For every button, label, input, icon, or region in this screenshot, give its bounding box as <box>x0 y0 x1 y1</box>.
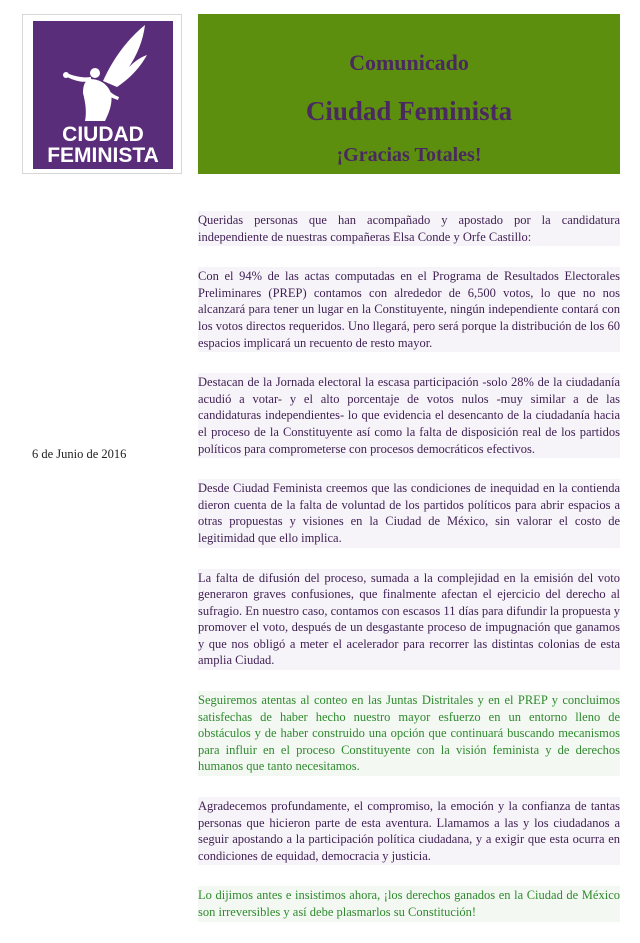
logo-panel <box>33 21 173 169</box>
paragraph-results: Con el 94% de las actas computadas en el Programa de Resultados Electorales Preliminares (PREP) contamos con alrededor de 6,500 votos, lo que no nos alcanzará para tener un lugar en la Constituyente, ningún independiente contará con los votos directos requeridos. Uno llegará, pero será porque la distribución de los 60 espacios implicará un recuento de resto mayor. <box>198 267 620 352</box>
winged-victory-statue-icon <box>33 21 173 123</box>
document-date: 6 de Junio de 2016 <box>32 447 127 461</box>
header-subtitle-thanks: ¡Gracias Totales! <box>336 144 482 166</box>
logo <box>22 14 182 174</box>
logo-word-feminista: FEMINISTA <box>47 144 159 167</box>
header-banner <box>198 14 620 174</box>
paragraph-participation: Destacan de la Jornada electoral la escasa participación -solo 28% de la ciudadanía acudió a votar- y el alto porcentaje de votos nulos -muy similar a de las candidaturas independientes- lo que evidencia el desencanto de la ciudadanía hacia el proceso de la Constituyente así como la falta de disposición real de los partidos políticos para comprometerse con procesos democráticos efectivos. <box>198 373 620 458</box>
document-body <box>198 211 620 943</box>
paragraph-inequity: Desde Ciudad Feminista creemos que las condiciones de inequidad en la contienda dieron cuenta de la falta de voluntad de los partidos políticos para abrir espacios a otras propuestas y visiones en la Ciudad de México, sin valorar el costo de legitimidad que ello implica. <box>198 479 620 547</box>
paragraph-gratitude: Agradecemos profundamente, el compromiso, la emoción y la confianza de tantas personas que hicieron parte de esta aventura. Llamamos a las y los ciudadanos a seguir apostando a la participación política ciudadana, y a exigir que esta ocurra en condiciones de equidad, democracia y justicia. <box>198 797 620 865</box>
paragraph-follow-up: Seguiremos atentas al conteo en las Juntas Distritales y en el PREP y concluimos satisfechas de haber hecho nuestro mayor esfuerzo en un entorno lleno de obstáculos y de haber construido una opción que continuará buscando mecanismos para influir en el proceso Constituyente con la visión feminista y de derechos humanos que tanto necesitamos. <box>198 691 620 776</box>
header-title-organization: Ciudad Feminista <box>305 96 513 126</box>
paragraph-greeting: Queridas personas que han acompañado y apostado por la candidatura independiente de nuestras compañeras Elsa Conde y Orfe Castillo: <box>198 211 620 246</box>
logo-word-ciudad: CIUDAD <box>62 123 144 146</box>
paragraph-diffusion: La falta de difusión del proceso, sumada a la complejidad en la emisión del voto generaron graves confusiones, que finalmente afectan el ejercicio del derecho al sufragio. En nuestro caso, contamos con escasos 11 días para difundir la propuesta y promover el voto, después de un desgastante proceso de impugnación que ganamos y que nos obligó a meter el acelerador para recorrer las distintas colonias de esta amplia Ciudad. <box>198 569 620 671</box>
header-title-comunicado: Comunicado <box>349 50 469 75</box>
paragraph-closing: Lo dijimos antes e insistimos ahora, ¡los derechos ganados en la Ciudad de México son irreversibles y así debe plasmarlos su Constitución! <box>198 886 620 921</box>
